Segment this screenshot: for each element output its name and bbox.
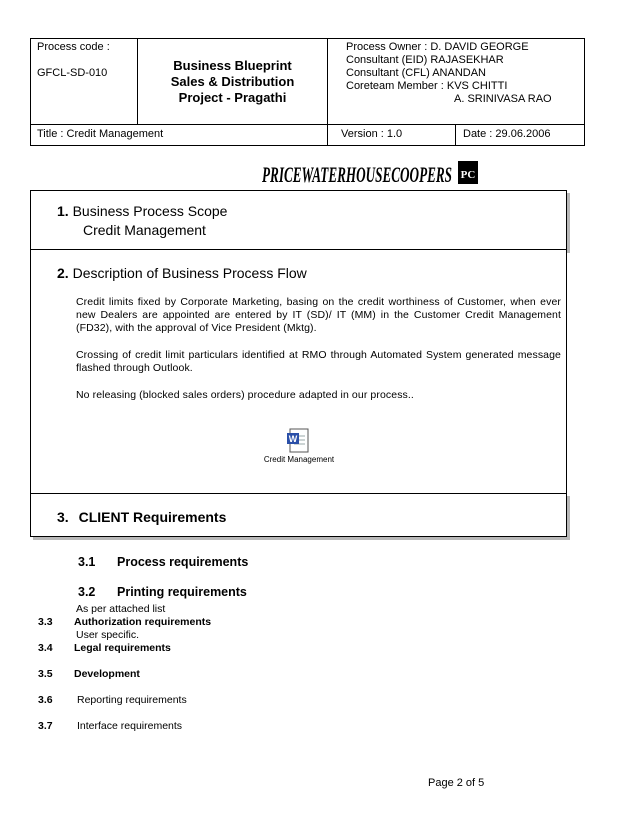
section-1-subtitle: Credit Management — [83, 222, 206, 238]
requirement-note: As per attached list — [76, 603, 166, 615]
section-business-process-scope — [30, 190, 567, 250]
section-client-requirements — [30, 493, 567, 537]
header-divider — [327, 39, 328, 145]
paragraph-credit-crossing: Crossing of credit limit particulars identified at RMO through Automated System generated message flashed through Outlook. — [76, 349, 561, 374]
requirement-interface: Interface requirements — [77, 720, 183, 732]
project-line: Business Blueprint — [173, 58, 292, 73]
requirement-number: 3.4 — [38, 642, 53, 654]
coreteam-member-2: A. SRINIVASA RAO — [454, 93, 552, 105]
requirement-number: 3.5 — [38, 668, 53, 680]
requirement-number: 3.6 — [38, 694, 53, 706]
section-2-heading — [57, 264, 307, 282]
requirement-printing: Printing requirements — [117, 585, 247, 599]
word-document-icon[interactable] — [285, 428, 313, 454]
header-divider — [31, 124, 584, 125]
svg-text:PRICEWATERHOUSECOOPERS: PRICEWATERHOUSECOOPERS — [262, 162, 452, 187]
requirement-note: User specific. — [76, 629, 140, 641]
page-number: Page 2 of 5 — [428, 777, 485, 789]
section-title: CLIENT Requirements — [78, 509, 227, 525]
section-number: 3. — [57, 509, 69, 525]
document-title: Title : Credit Management — [37, 128, 164, 140]
paragraph-credit-limits: Credit limits fixed by Corporate Marketing, basing on the credit worthiness of Customer, when ever new Dealers are appointed are entered by IT (SD)/ IT (MM) in the Customer Credit Management (FD32), with the approval of Vice President (Mktg). — [76, 296, 561, 334]
section-3-heading — [57, 508, 226, 526]
requirement-legal: Legal requirements — [74, 642, 171, 654]
header-divider — [455, 125, 456, 145]
requirement-number: 3.2 — [78, 585, 96, 599]
section-number: 1. — [57, 203, 69, 219]
process-owner: Process Owner : D. DAVID GEORGE — [346, 41, 529, 53]
paragraph-no-releasing: No releasing (blocked sales orders) procedure adapted in our process.. — [76, 389, 414, 401]
section-number: 2. — [57, 265, 69, 281]
svg-text:W: W — [288, 434, 298, 444]
section-title: Business Process Scope — [72, 203, 228, 219]
requirement-process: Process requirements — [117, 555, 249, 569]
process-code: GFCL-SD-010 — [37, 67, 108, 79]
svg-text:PC: PC — [460, 169, 476, 181]
project-line: Project - Pragathi — [178, 90, 287, 105]
requirement-number: 3.3 — [38, 616, 53, 628]
process-code-label: Process code : — [37, 41, 110, 53]
project-line: Sales & Distribution — [170, 74, 295, 89]
header-table — [30, 38, 585, 146]
coreteam-member: Coreteam Member : KVS CHITTI — [346, 80, 508, 92]
pwc-logo-graphic — [262, 158, 482, 188]
section-1-heading — [57, 202, 227, 220]
requirement-authorization: Authorization requirements — [74, 616, 212, 628]
requirement-development: Development — [74, 668, 140, 680]
section-process-flow — [30, 249, 567, 494]
consultant-cfl: Consultant (CFL) ANANDAN — [346, 67, 486, 79]
document-version: Version : 1.0 — [341, 128, 403, 140]
project-title — [138, 58, 327, 106]
requirement-number: 3.1 — [78, 555, 96, 569]
document-date: Date : 29.06.2006 — [463, 128, 551, 140]
section-title: Description of Business Process Flow — [72, 265, 307, 281]
requirement-number: 3.7 — [38, 720, 53, 732]
consultant-eid: Consultant (EID) RAJASEKHAR — [346, 54, 504, 66]
attachment-label[interactable]: Credit Management — [263, 455, 335, 464]
pwc-logo — [262, 158, 482, 188]
requirement-reporting: Reporting requirements — [77, 694, 187, 706]
